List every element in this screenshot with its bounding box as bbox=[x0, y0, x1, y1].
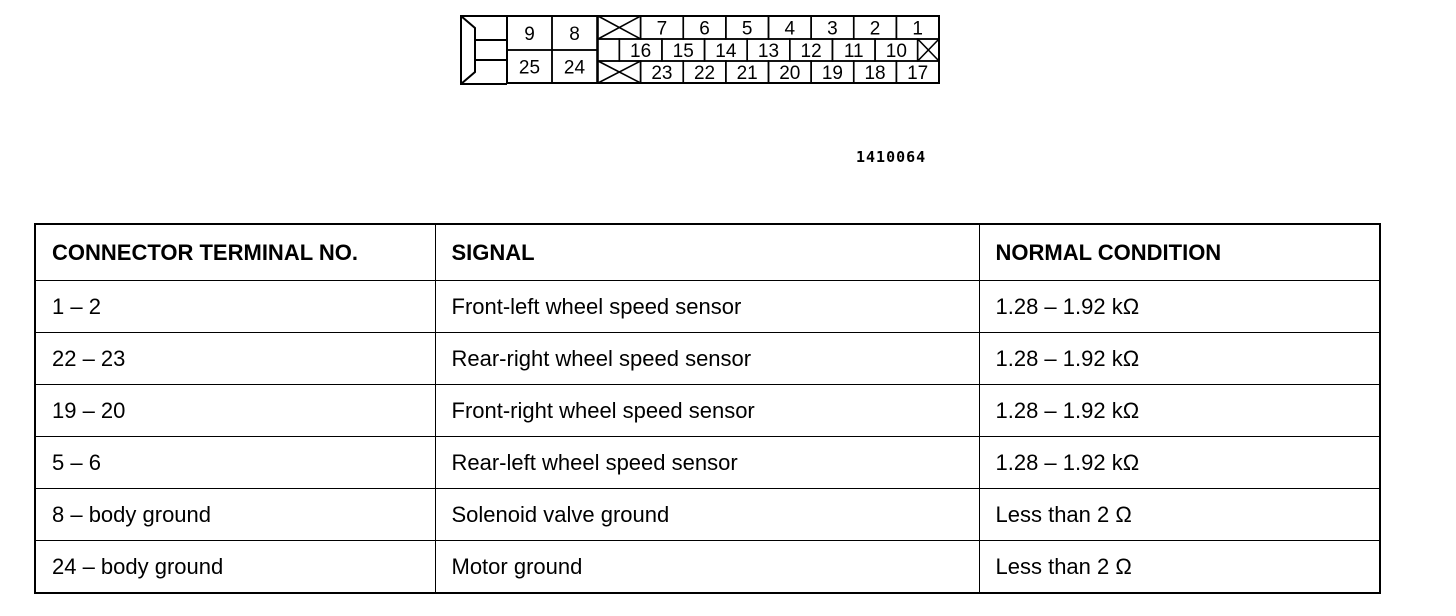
condition-cell: 1.28 – 1.92 kΩ bbox=[979, 333, 1380, 385]
pin-number: 14 bbox=[715, 41, 737, 62]
pin-number: 21 bbox=[736, 63, 758, 84]
connector-diagram bbox=[0, 0, 960, 100]
pin-number: 10 bbox=[885, 41, 907, 62]
pin-number: 12 bbox=[800, 41, 822, 62]
pin-number: 2 bbox=[869, 18, 881, 40]
column-header-terminal: CONNECTOR TERMINAL NO. bbox=[35, 224, 435, 281]
signal-cell: Rear-left wheel speed sensor bbox=[435, 437, 979, 489]
pin-number: 16 bbox=[630, 41, 652, 62]
pin-number: 23 bbox=[651, 63, 673, 84]
pin-number: 1 bbox=[912, 18, 923, 40]
condition-cell: 1.28 – 1.92 kΩ bbox=[979, 385, 1380, 437]
table-row bbox=[35, 281, 1380, 333]
pin-number: 18 bbox=[864, 63, 886, 84]
pin-number: 3 bbox=[827, 18, 838, 40]
table-row bbox=[35, 333, 1380, 385]
pin-number: 15 bbox=[672, 41, 694, 62]
pin-number: 9 bbox=[524, 24, 535, 45]
signal-cell: Motor ground bbox=[435, 541, 979, 594]
pin-number: 17 bbox=[907, 63, 929, 84]
pin-number: 20 bbox=[779, 63, 801, 84]
pin-number: 24 bbox=[563, 57, 586, 79]
terminal-cell: 22 – 23 bbox=[35, 333, 435, 385]
pin-number: 22 bbox=[693, 63, 716, 84]
signal-cell: Solenoid valve ground bbox=[435, 489, 979, 541]
pin-number: 8 bbox=[569, 24, 580, 45]
pin-number: 7 bbox=[656, 18, 668, 40]
condition-cell: 1.28 – 1.92 kΩ bbox=[979, 281, 1380, 333]
table-row bbox=[35, 437, 1380, 489]
pin-number: 13 bbox=[757, 41, 780, 62]
pin-number: 6 bbox=[699, 18, 710, 40]
pin-number: 11 bbox=[843, 41, 864, 62]
terminal-cell: 19 – 20 bbox=[35, 385, 435, 437]
signal-cell: Rear-right wheel speed sensor bbox=[435, 333, 979, 385]
table-row bbox=[35, 385, 1380, 437]
pin-number: 4 bbox=[784, 18, 796, 40]
signal-cell: Front-right wheel speed sensor bbox=[435, 385, 979, 437]
connector-pin-cell bbox=[598, 39, 619, 61]
condition-cell: Less than 2 Ω bbox=[979, 489, 1380, 541]
terminal-spec-table bbox=[34, 223, 1381, 594]
terminal-cell: 1 – 2 bbox=[35, 281, 435, 333]
pin-number: 25 bbox=[518, 57, 541, 79]
pin-number: 5 bbox=[741, 18, 753, 40]
terminal-cell: 5 – 6 bbox=[35, 437, 435, 489]
table-row bbox=[35, 541, 1380, 594]
condition-cell: 1.28 – 1.92 kΩ bbox=[979, 437, 1380, 489]
terminal-cell: 24 – body ground bbox=[35, 541, 435, 594]
signal-cell: Front-left wheel speed sensor bbox=[435, 281, 979, 333]
figure-code: 1410064 bbox=[856, 148, 927, 166]
connector-latch bbox=[461, 16, 507, 84]
table-header-row bbox=[35, 224, 1380, 281]
condition-cell: Less than 2 Ω bbox=[979, 541, 1380, 594]
column-header-condition: NORMAL CONDITION bbox=[979, 224, 1380, 281]
pin-number: 19 bbox=[821, 63, 844, 84]
table-row bbox=[35, 489, 1380, 541]
terminal-cell: 8 – body ground bbox=[35, 489, 435, 541]
column-header-signal: SIGNAL bbox=[435, 224, 979, 281]
